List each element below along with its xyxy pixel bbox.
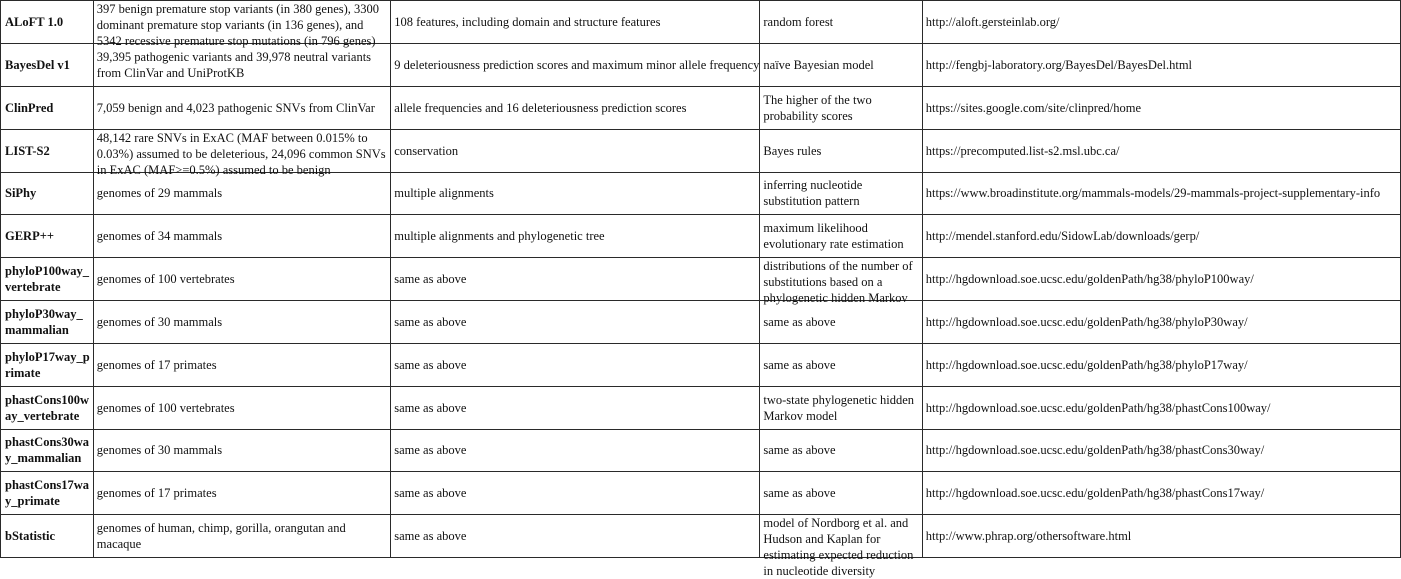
method-cell — [760, 429, 922, 472]
training-data-text: 7,059 benign and 4,023 pathogenic SNVs from ClinVar — [96, 100, 375, 115]
tool-name-text: bStatistic — [5, 529, 55, 544]
training-data-text: genomes of 34 mammals — [96, 229, 223, 244]
features-cell — [391, 515, 760, 558]
table-row — [1, 129, 1401, 172]
method-cell — [760, 86, 922, 129]
training-data-text: 397 benign premature stop variants (in 380 genes), 3300 dominant premature stop variants (in 136 genes), and 5342 recessive premature stop mutations (in 796 genes) — [96, 2, 380, 48]
table-row — [1, 429, 1401, 472]
features-text: 9 deleteriousness prediction scores and maximum minor allele frequency — [394, 57, 760, 72]
training-data-cell — [93, 1, 390, 48]
features-text: multiple alignments — [394, 186, 494, 201]
training-data-cell — [93, 386, 390, 429]
tool-name-text: ClinPred — [5, 100, 54, 115]
url-text: https://sites.google.com/site/clinpred/home — [925, 100, 1141, 115]
method-text: same as above — [763, 486, 836, 501]
url-cell — [922, 129, 1400, 172]
method-cell — [760, 515, 922, 579]
training-data-cell — [93, 129, 390, 177]
features-text: same as above — [394, 486, 467, 501]
method-text: distributions of the number of substitutions based on a phylogenetic hidden Markov — [763, 259, 913, 306]
url-text: http://hgdownload.soe.ucsc.edu/goldenPath/hg38/phyloP17way/ — [925, 357, 1248, 372]
tool-name-text: phyloP100way_vertebrate — [5, 264, 90, 295]
table-row — [1, 343, 1401, 386]
tools-table-body — [1, 1, 1401, 579]
method-text: two-state phylogenetic hidden Markov model — [763, 392, 915, 423]
training-data-cell — [93, 515, 390, 558]
training-data-cell — [93, 86, 390, 129]
training-data-text: genomes of 100 vertebrates — [96, 272, 235, 287]
tool-name-cell — [1, 172, 94, 215]
method-text: same as above — [763, 315, 836, 330]
features-cell — [391, 301, 760, 344]
url-cell — [922, 472, 1400, 515]
features-cell — [391, 86, 760, 129]
features-cell — [391, 172, 760, 215]
tool-name-cell — [1, 429, 94, 472]
training-data-text: genomes of 100 vertebrates — [96, 400, 235, 415]
url-cell — [922, 215, 1400, 258]
method-text: same as above — [763, 443, 836, 458]
features-text: allele frequencies and 16 deleteriousness prediction scores — [394, 100, 687, 115]
training-data-text: 39,395 pathogenic variants and 39,978 neutral variants from ClinVar and UniProtKB — [96, 49, 372, 80]
url-cell — [922, 258, 1400, 301]
table-row — [1, 386, 1401, 429]
features-cell — [391, 258, 760, 301]
features-cell — [391, 215, 760, 258]
method-text: inferring nucleotide substitution pattern — [763, 178, 863, 209]
tool-name-text: GERP++ — [5, 229, 54, 244]
tool-name-cell — [1, 129, 94, 172]
training-data-text: genomes of 17 primates — [96, 486, 217, 501]
url-cell — [922, 343, 1400, 386]
method-cell — [760, 1, 922, 44]
training-data-text: genomes of 30 mammals — [96, 443, 223, 458]
url-text: https://precomputed.list-s2.msl.ubc.ca/ — [925, 143, 1120, 158]
table-row — [1, 86, 1401, 129]
method-text: maximum likelihood evolutionary rate estimation — [763, 221, 904, 252]
method-text: The higher of the two probability scores — [763, 92, 872, 123]
table-row — [1, 215, 1401, 258]
method-text: random forest — [763, 15, 834, 29]
table-row — [1, 472, 1401, 515]
method-text: naïve Bayesian model — [763, 57, 874, 72]
features-text: same as above — [394, 315, 467, 330]
training-data-text: genomes of 17 primates — [96, 357, 217, 372]
method-cell — [760, 129, 922, 172]
features-text: same as above — [394, 272, 467, 287]
features-text: same as above — [394, 357, 467, 372]
url-text: http://hgdownload.soe.ucsc.edu/goldenPath/hg38/phastCons30way/ — [925, 443, 1265, 458]
tool-name-text: ALoFT 1.0 — [5, 15, 64, 29]
tool-name-text: LIST-S2 — [5, 143, 50, 158]
training-data-text: 48,142 rare SNVs in ExAC (MAF between 0.015% to 0.03%) assumed to be deleterious, 24,096 common SNVs in ExAC (MAF>=0.5%) assumed to be benign — [96, 130, 386, 177]
features-cell — [391, 472, 760, 515]
training-data-cell — [93, 301, 390, 344]
url-text: https://www.broadinstitute.org/mammals-models/29-mammals-project-supplementary-info — [925, 186, 1381, 201]
url-cell — [922, 172, 1400, 215]
table-row — [1, 44, 1401, 87]
tool-name-text: phyloP17way_primate — [5, 349, 90, 380]
url-text: http://aloft.gersteinlab.org/ — [925, 15, 1060, 29]
tool-name-cell — [1, 1, 94, 44]
url-cell — [922, 86, 1400, 129]
training-data-cell — [93, 429, 390, 472]
tool-name-text: phyloP30way_mammalian — [5, 307, 83, 338]
url-text: http://hgdownload.soe.ucsc.edu/goldenPath/hg38/phyloP30way/ — [925, 315, 1248, 330]
training-data-cell — [93, 343, 390, 386]
url-cell — [922, 1, 1400, 44]
url-text: http://hgdownload.soe.ucsc.edu/goldenPath/hg38/phastCons100way/ — [925, 400, 1271, 415]
tool-name-cell — [1, 515, 94, 558]
features-cell — [391, 44, 760, 87]
tool-name-cell — [1, 386, 94, 429]
method-cell — [760, 386, 922, 429]
training-data-text: genomes of 29 mammals — [96, 186, 223, 201]
features-cell — [391, 129, 760, 172]
features-cell — [391, 1, 760, 44]
training-data-cell — [93, 258, 390, 301]
tool-name-text: BayesDel v1 — [5, 57, 70, 72]
tool-name-text: phastCons30way_mammalian — [5, 435, 90, 466]
features-cell — [391, 386, 760, 429]
features-text: multiple alignments and phylogenetic tree — [394, 229, 605, 244]
url-text: http://hgdownload.soe.ucsc.edu/goldenPath/hg38/phyloP100way/ — [925, 272, 1254, 287]
tool-name-cell — [1, 258, 94, 301]
training-data-cell — [93, 215, 390, 258]
tool-name-cell — [1, 343, 94, 386]
tool-name-text: phastCons100way_vertebrate — [5, 392, 90, 423]
method-text: Bayes rules — [763, 143, 822, 158]
method-cell — [760, 301, 922, 344]
table-row — [1, 515, 1401, 558]
method-cell — [760, 215, 922, 258]
training-data-text: genomes of 30 mammals — [96, 315, 223, 330]
training-data-cell — [93, 472, 390, 515]
training-data-cell — [93, 44, 390, 87]
training-data-cell — [93, 172, 390, 215]
features-text: same as above — [394, 529, 467, 544]
tool-name-text: phastCons17way_primate — [5, 478, 90, 509]
url-text: http://mendel.stanford.edu/SidowLab/downloads/gerp/ — [925, 229, 1200, 244]
url-cell — [922, 44, 1400, 87]
features-cell — [391, 429, 760, 472]
url-cell — [922, 386, 1400, 429]
tool-name-cell — [1, 301, 94, 344]
url-cell — [922, 429, 1400, 472]
table-row — [1, 172, 1401, 215]
table-row — [1, 1, 1401, 44]
url-cell — [922, 515, 1400, 558]
method-cell — [760, 472, 922, 515]
tool-name-text: SiPhy — [5, 186, 37, 201]
method-cell — [760, 343, 922, 386]
table-row — [1, 258, 1401, 301]
url-text: http://fengbj-laboratory.org/BayesDel/BayesDel.html — [925, 57, 1193, 72]
features-text: 108 features, including domain and structure features — [394, 15, 661, 29]
features-cell — [391, 343, 760, 386]
training-data-text: genomes of human, chimp, gorilla, orangutan and macaque — [96, 521, 346, 552]
table-row — [1, 301, 1401, 344]
method-text: model of Nordborg et al. and Hudson and Kaplan for estimating expected reduction in nucleotide diversity — [763, 516, 914, 579]
features-text: same as above — [394, 400, 467, 415]
tool-name-cell — [1, 215, 94, 258]
method-cell — [760, 258, 922, 306]
tool-name-cell — [1, 86, 94, 129]
url-cell — [922, 301, 1400, 344]
url-text: http://www.phrap.org/othersoftware.html — [925, 529, 1132, 544]
url-text: http://hgdownload.soe.ucsc.edu/goldenPath/hg38/phastCons17way/ — [925, 486, 1265, 501]
features-text: same as above — [394, 443, 467, 458]
features-text: conservation — [394, 143, 459, 158]
tool-name-cell — [1, 472, 94, 515]
method-cell — [760, 44, 922, 87]
method-text: same as above — [763, 357, 836, 372]
method-cell — [760, 172, 922, 215]
tool-name-cell — [1, 44, 94, 87]
